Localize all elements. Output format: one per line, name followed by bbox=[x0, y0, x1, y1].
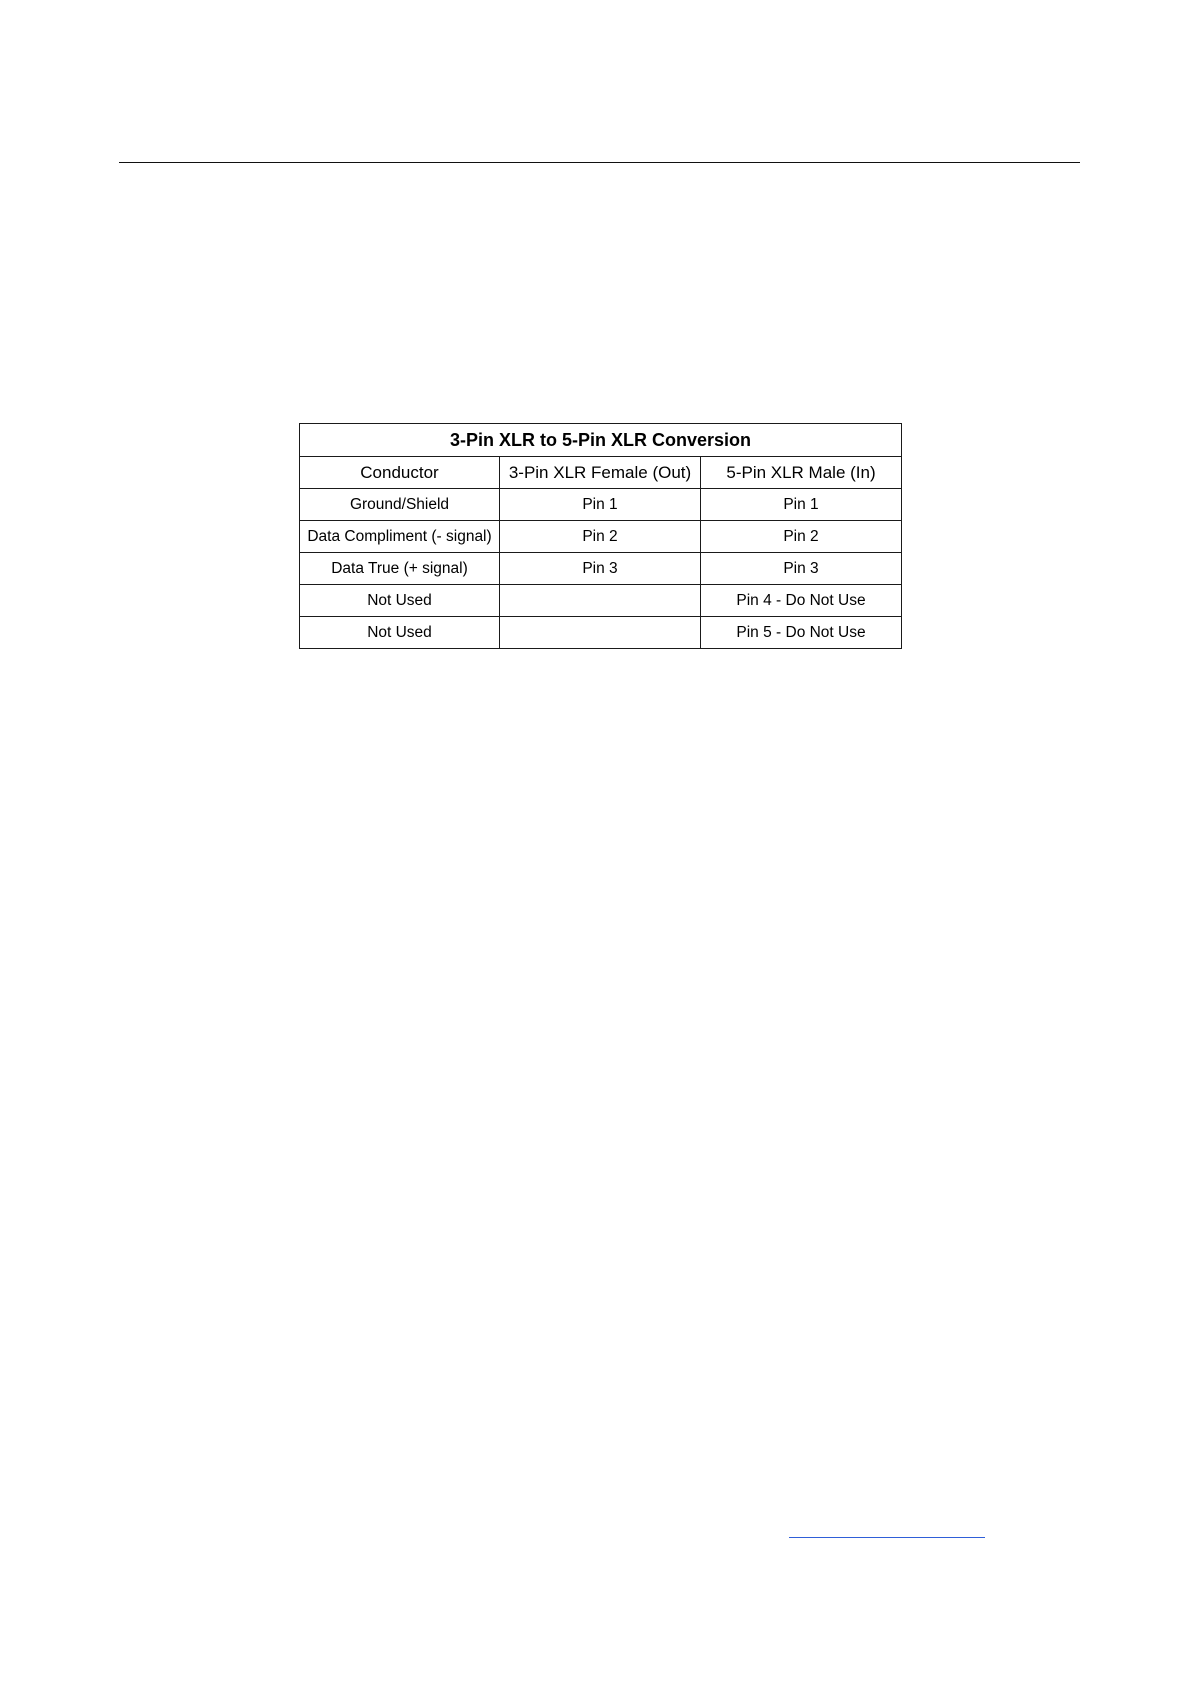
table-row bbox=[300, 553, 902, 585]
table-row bbox=[300, 489, 902, 521]
column-header-5pin-male: 5-Pin XLR Male (In) bbox=[701, 457, 902, 489]
table-cell: Pin 2 bbox=[701, 521, 902, 553]
table-cell: Pin 3 bbox=[701, 553, 902, 585]
table-cell: Pin 1 bbox=[701, 489, 902, 521]
column-header-conductor: Conductor bbox=[300, 457, 500, 489]
table-title-row bbox=[300, 424, 902, 457]
table-cell: Pin 3 bbox=[500, 553, 701, 585]
table-cell: Not Used bbox=[300, 585, 500, 617]
table-header-row bbox=[300, 457, 902, 489]
table-cell: Not Used bbox=[300, 617, 500, 649]
table-cell: Pin 2 bbox=[500, 521, 701, 553]
table-cell: Pin 1 bbox=[500, 489, 701, 521]
table-cell: Pin 4 - Do Not Use bbox=[701, 585, 902, 617]
table-cell: Pin 5 - Do Not Use bbox=[701, 617, 902, 649]
table-cell bbox=[500, 617, 701, 649]
table-cell: Data Compliment (- signal) bbox=[300, 521, 500, 553]
column-header-3pin-female: 3-Pin XLR Female (Out) bbox=[500, 457, 701, 489]
xlr-conversion-table bbox=[299, 423, 902, 649]
footer-link-underline[interactable] bbox=[789, 1537, 985, 1538]
table-row bbox=[300, 521, 902, 553]
table-row bbox=[300, 585, 902, 617]
header-rule bbox=[119, 162, 1080, 163]
table-row bbox=[300, 617, 902, 649]
table-cell bbox=[500, 585, 701, 617]
table-cell: Ground/Shield bbox=[300, 489, 500, 521]
table-title: 3-Pin XLR to 5-Pin XLR Conversion bbox=[300, 424, 902, 457]
table-cell: Data True (+ signal) bbox=[300, 553, 500, 585]
